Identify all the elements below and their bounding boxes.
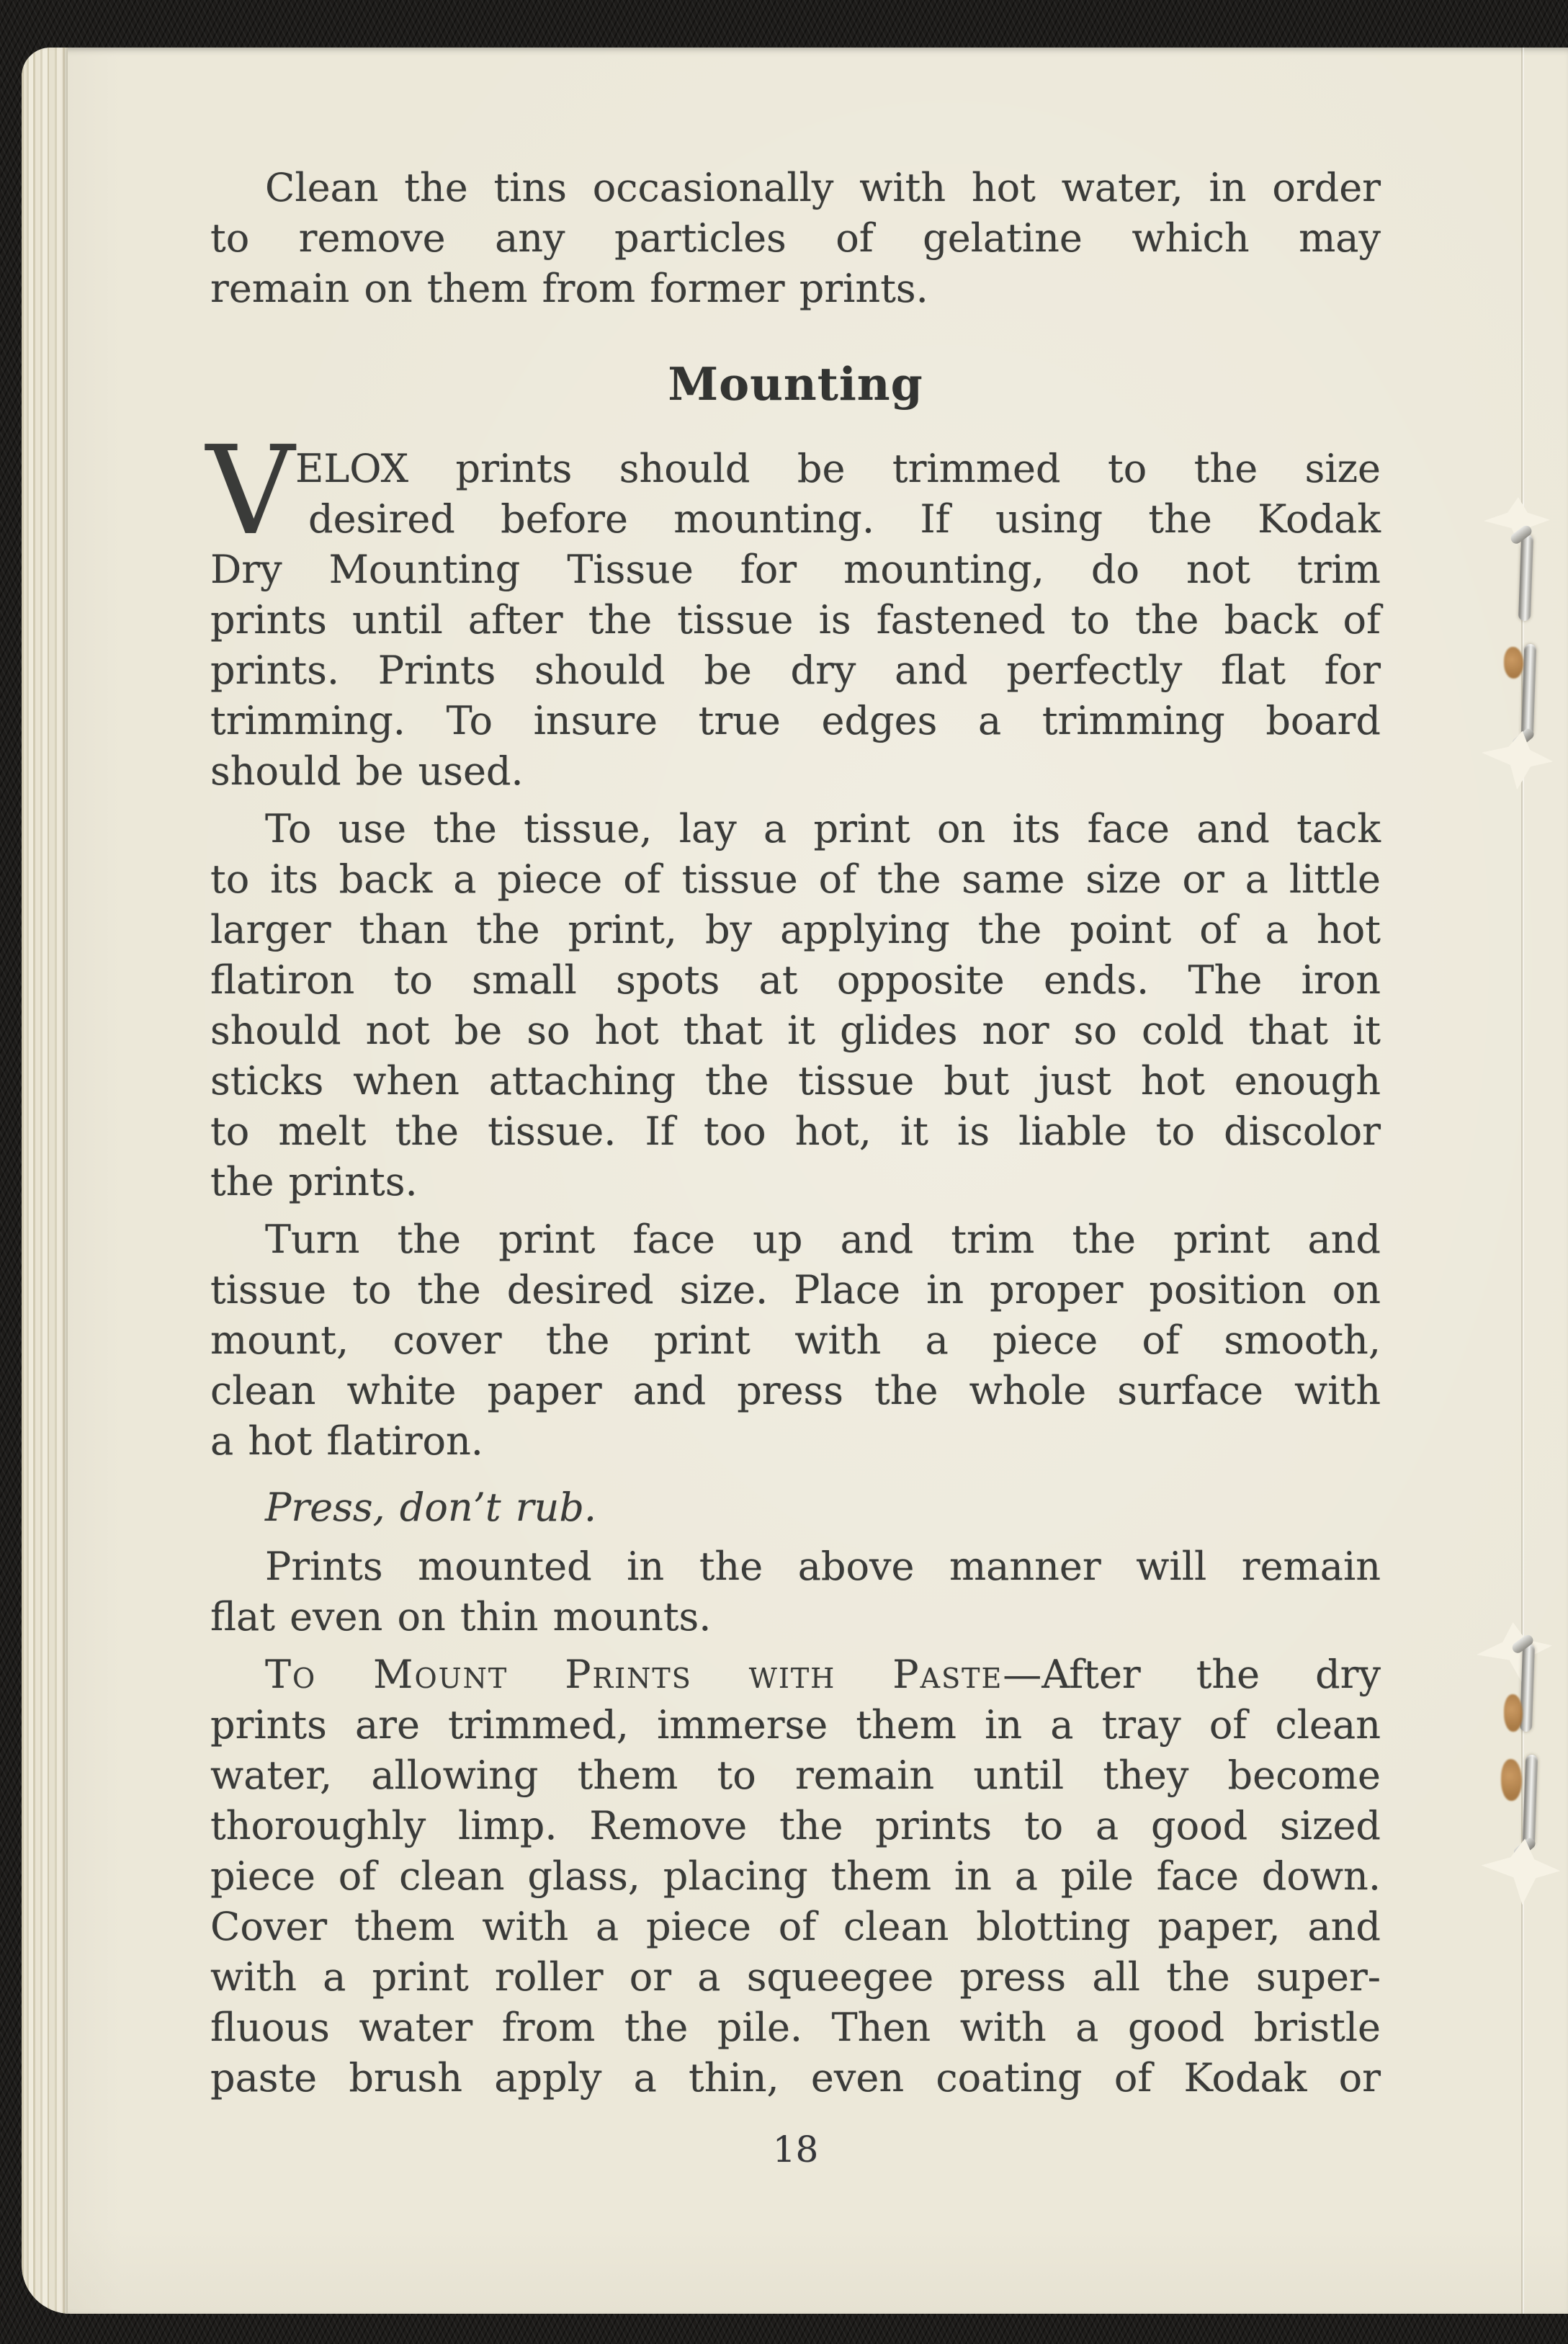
smallcaps-lead: To Mount Prints with Paste [265, 1652, 1003, 1697]
text-line: with a print roller or a squeegee press all the super- [210, 1954, 1381, 2000]
text-line: prints are trimmed, immerse them in a tray of clean [210, 1702, 1381, 1748]
paper-tear [1478, 1835, 1563, 1907]
page-text-block [206, 163, 1381, 2171]
section-heading: Mounting [668, 357, 923, 411]
text-line: the prints. [210, 1159, 418, 1204]
text-line: Turn the print face up and trim the print and [265, 1217, 1381, 1262]
text-line: a hot flatiron. [210, 1418, 483, 1464]
staple-wire [1521, 644, 1537, 738]
paper-tear [1474, 1619, 1556, 1688]
paragraph [210, 1215, 1381, 1467]
text-line: Dry Mounting Tissue for mounting, do not trim [210, 547, 1381, 592]
page-number: 18 [772, 2129, 819, 2170]
text-line: desired before mounting. If using the Kodak [308, 496, 1381, 542]
text-line: remain on them from former prints. [210, 266, 928, 311]
text-line: prints. Prints should be dry and perfectly flat for [210, 648, 1381, 693]
text-line [210, 1650, 1381, 1700]
text-line: to remove any particles of gelatine which may [210, 215, 1381, 261]
text-line: Clean the tins occasionally with hot water, in order [265, 165, 1381, 210]
staple-icon [1462, 1618, 1568, 1928]
text-line: prints until after the tissue is fastened to the back of [210, 597, 1381, 643]
drop-cap: V [206, 420, 295, 563]
italic-note [210, 1482, 1381, 1533]
text-line: trimming. To insure true edges a trimming board [210, 698, 1381, 743]
paragraph [210, 163, 1381, 314]
text-line: tissue to the desired size. Place in proper position on [210, 1267, 1381, 1312]
text-line: to its back a piece of tissue of the same size or a little [210, 856, 1381, 902]
paragraph [210, 1542, 1381, 1642]
paragraph [210, 1650, 1381, 2103]
text-line: larger than the print, by applying the point of a hot [210, 907, 1381, 952]
text-line: water, allowing them to remain until they become [210, 1753, 1381, 1798]
paragraph [210, 804, 1381, 1207]
text-line: thoroughly limp. Remove the prints to a good sized [210, 1803, 1381, 1848]
rust-spot [1504, 647, 1523, 679]
text-line: paste brush apply a thin, even coating of Kodak or [210, 2055, 1381, 2101]
text-line: Cover them with a piece of clean blotting paper, and [210, 1904, 1381, 1949]
staple-wire [1523, 1755, 1538, 1848]
binding-crease-line [1521, 48, 1523, 2314]
text-line: flat even on thin mounts. [210, 1594, 712, 1640]
staple-icon [1462, 494, 1568, 804]
text-line: ELOX prints should be trimmed to the size [295, 446, 1381, 491]
text-line: piece of clean glass, placing them in a pile face down. [210, 1853, 1381, 1899]
rust-spot [1504, 1694, 1523, 1732]
text-line: to melt the tissue. If too hot, it is liable to discolor [210, 1109, 1381, 1154]
lead-rest: —After the dry [1003, 1652, 1381, 1697]
text-line: To use the tissue, lay a print on its face and tack [265, 806, 1381, 851]
staple-wire [1518, 534, 1533, 622]
text-line: sticks when attaching the tissue but just hot enough [210, 1058, 1381, 1104]
text-line: clean white paper and press the whole surface with [210, 1368, 1381, 1413]
page-edge-stack [22, 48, 68, 2314]
book-page [22, 48, 1568, 2314]
text-line: should be used. [210, 748, 524, 794]
text-line: flatiron to small spots at opposite ends. The iron [210, 957, 1381, 1003]
text-line: mount, cover the print with a piece of smooth, [210, 1318, 1381, 1363]
rust-spot [1501, 1759, 1522, 1801]
text-line: Press, don’t rub. [265, 1485, 597, 1530]
text-line: fluous water from the pile. Then with a good bristle [210, 2005, 1381, 2050]
text-line: should not be so hot that it glides nor so cold that it [210, 1008, 1381, 1053]
paragraph [206, 420, 1381, 797]
text-line: Prints mounted in the above manner will remain [265, 1544, 1381, 1589]
